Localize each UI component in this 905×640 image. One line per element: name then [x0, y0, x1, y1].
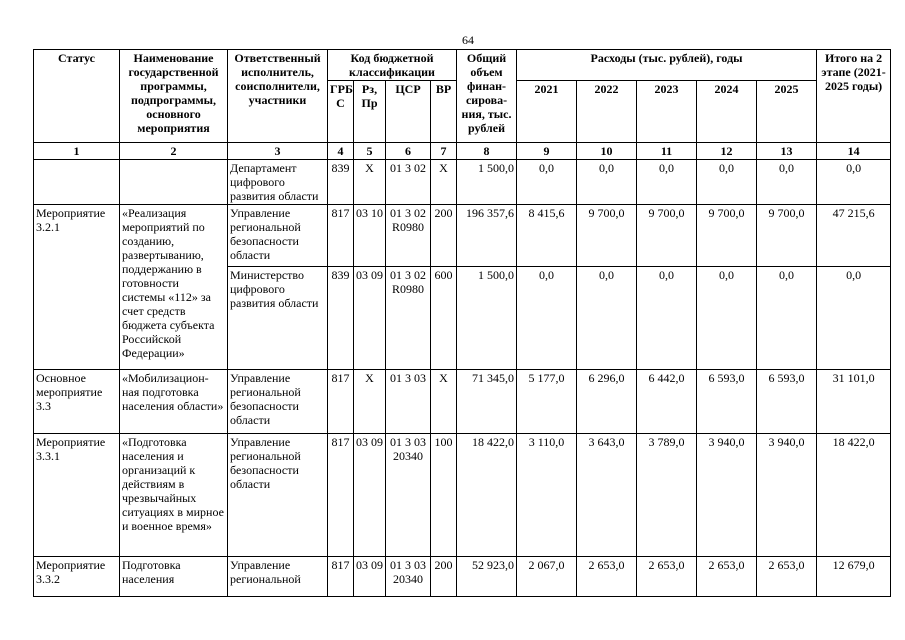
header-executor: Ответственный исполнитель, соисполнители, участники: [228, 50, 328, 143]
cell-2022: 0,0: [577, 160, 637, 205]
header-vr: ВР: [431, 81, 457, 143]
header-name: Наименование государственной программы, подпрограммы, основного мероприятия: [120, 50, 228, 143]
cell-grbs: 817: [328, 434, 354, 557]
cell-name: Подготовка населения: [120, 557, 228, 597]
header-grbs: ГРБ С: [328, 81, 354, 143]
cell-total: 196 357,6: [457, 205, 517, 267]
cell-2025: 0,0: [757, 267, 817, 370]
header-year-2023: 2023: [637, 81, 697, 143]
cell-2024: 3 940,0: [697, 434, 757, 557]
cell-2024: 0,0: [697, 160, 757, 205]
cell-vr: Х: [431, 370, 457, 434]
cell-2022: 0,0: [577, 267, 637, 370]
cell-status: Основное мероприятие 3.3: [34, 370, 120, 434]
budget-table: [33, 49, 891, 597]
cell-executor: Министерство цифрового развития области: [228, 267, 328, 370]
cell-itogo: 47 215,6: [817, 205, 891, 267]
column-number: 2: [120, 143, 228, 160]
cell-2021: 3 110,0: [517, 434, 577, 557]
cell-total: 1 500,0: [457, 267, 517, 370]
cell-rzpr: 03 09: [354, 557, 386, 597]
cell-rzpr: 03 09: [354, 267, 386, 370]
cell-2023: 2 653,0: [637, 557, 697, 597]
cell-rzpr: Х: [354, 160, 386, 205]
cell-csr: 01 3 02: [386, 160, 431, 205]
cell-csr: 01 3 02 R0980: [386, 205, 431, 267]
cell-2025: 6 593,0: [757, 370, 817, 434]
cell-2021: 2 067,0: [517, 557, 577, 597]
cell-2022: 3 643,0: [577, 434, 637, 557]
column-number: 7: [431, 143, 457, 160]
header-budget-code: Код бюджетной классификации: [328, 50, 457, 81]
cell-grbs: 839: [328, 267, 354, 370]
cell-name: «Реализация мероприятий по созданию, развертыванию, поддержанию в готовности системы «112» за счет средств бюджета субъекта Российской Федерации»: [120, 205, 228, 370]
cell-executor: Управление региональной безопасности области: [228, 434, 328, 557]
cell-itogo: 18 422,0: [817, 434, 891, 557]
cell-grbs: 817: [328, 205, 354, 267]
cell-2025: 2 653,0: [757, 557, 817, 597]
header-total: Общий объем финан- сирова- ния, тыс. рублей: [457, 50, 517, 143]
cell-name: «Мобилизацион- ная подготовка населения области»: [120, 370, 228, 434]
cell-executor: Управление региональной безопасности области: [228, 205, 328, 267]
cell-vr: Х: [431, 160, 457, 205]
table-row: [34, 434, 891, 557]
cell-2023: 9 700,0: [637, 205, 697, 267]
cell-2021: 0,0: [517, 160, 577, 205]
cell-vr: 600: [431, 267, 457, 370]
column-number: 11: [637, 143, 697, 160]
cell-grbs: 817: [328, 370, 354, 434]
cell-csr: 01 3 03: [386, 370, 431, 434]
column-number: 10: [577, 143, 637, 160]
cell-grbs: 839: [328, 160, 354, 205]
cell-executor: Департамент цифрового развития области: [228, 160, 328, 205]
cell-executor: Управление региональной безопасности области: [228, 370, 328, 434]
cell-status: Мероприятие 3.3.2: [34, 557, 120, 597]
page-number: 64: [462, 33, 474, 47]
cell-2025: 9 700,0: [757, 205, 817, 267]
column-number: 1: [34, 143, 120, 160]
header-status: Статус: [34, 50, 120, 143]
cell-grbs: 817: [328, 557, 354, 597]
column-number: 12: [697, 143, 757, 160]
cell-2024: 2 653,0: [697, 557, 757, 597]
cell-total: 1 500,0: [457, 160, 517, 205]
header-year-2024: 2024: [697, 81, 757, 143]
cell-2023: 3 789,0: [637, 434, 697, 557]
table-row: [34, 160, 891, 205]
cell-itogo: 0,0: [817, 160, 891, 205]
cell-status: Мероприятие 3.3.1: [34, 434, 120, 557]
cell-vr: 200: [431, 205, 457, 267]
cell-2024: 9 700,0: [697, 205, 757, 267]
header-csr: ЦСР: [386, 81, 431, 143]
cell-vr: 100: [431, 434, 457, 557]
cell-csr: 01 3 02 R0980: [386, 267, 431, 370]
cell-2022: 9 700,0: [577, 205, 637, 267]
cell-vr: 200: [431, 557, 457, 597]
cell-name: [120, 160, 228, 205]
column-number: 5: [354, 143, 386, 160]
cell-2025: 3 940,0: [757, 434, 817, 557]
header-itogo: Итого на 2 этапе (2021- 2025 годы): [817, 50, 891, 143]
column-number: 14: [817, 143, 891, 160]
cell-2022: 2 653,0: [577, 557, 637, 597]
cell-2021: 8 415,6: [517, 205, 577, 267]
header-year-2025: 2025: [757, 81, 817, 143]
cell-2023: 0,0: [637, 267, 697, 370]
cell-status: Мероприятие 3.2.1: [34, 205, 120, 370]
cell-itogo: 12 679,0: [817, 557, 891, 597]
column-number: 9: [517, 143, 577, 160]
column-number: 6: [386, 143, 431, 160]
table-row: [34, 557, 891, 597]
header-rzpr: Рз, Пр: [354, 81, 386, 143]
cell-name: «Подготовка населения и организаций к действиям в чрезвычайных ситуациях в мирное и военное время»: [120, 434, 228, 557]
header-year-2021: 2021: [517, 81, 577, 143]
cell-rzpr: Х: [354, 370, 386, 434]
header-year-2022: 2022: [577, 81, 637, 143]
cell-2024: 0,0: [697, 267, 757, 370]
cell-rzpr: 03 09: [354, 434, 386, 557]
cell-2023: 6 442,0: [637, 370, 697, 434]
cell-2021: 5 177,0: [517, 370, 577, 434]
cell-2022: 6 296,0: [577, 370, 637, 434]
column-numbers-row: [34, 143, 891, 160]
table-row: [34, 370, 891, 434]
cell-total: 71 345,0: [457, 370, 517, 434]
cell-rzpr: 03 10: [354, 205, 386, 267]
column-number: 4: [328, 143, 354, 160]
cell-total: 18 422,0: [457, 434, 517, 557]
cell-total: 52 923,0: [457, 557, 517, 597]
cell-csr: 01 3 03 20340: [386, 434, 431, 557]
cell-itogo: 0,0: [817, 267, 891, 370]
cell-2024: 6 593,0: [697, 370, 757, 434]
column-number: 3: [228, 143, 328, 160]
cell-2021: 0,0: [517, 267, 577, 370]
cell-itogo: 31 101,0: [817, 370, 891, 434]
cell-executor: Управление региональной: [228, 557, 328, 597]
table-row: [34, 205, 891, 267]
column-number: 13: [757, 143, 817, 160]
cell-2025: 0,0: [757, 160, 817, 205]
cell-csr: 01 3 03 20340: [386, 557, 431, 597]
cell-2023: 0,0: [637, 160, 697, 205]
header-expenses: Расходы (тыс. рублей), годы: [517, 50, 817, 81]
cell-status: [34, 160, 120, 205]
column-number: 8: [457, 143, 517, 160]
